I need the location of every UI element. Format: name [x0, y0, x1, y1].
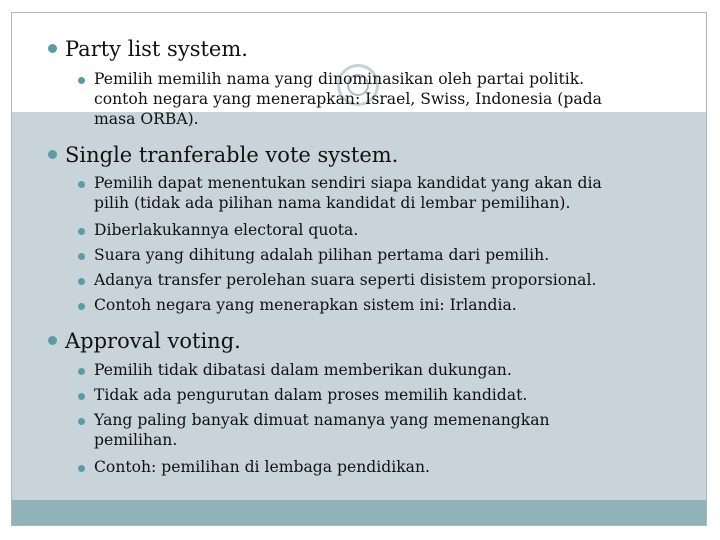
- list-item: Tidak ada pengurutan dalam proses memilih kandidat.: [94, 386, 528, 404]
- list-item: Diberlakukannya electoral quota.: [94, 221, 359, 239]
- section-heading: Party list system.: [65, 37, 248, 61]
- bullet-icon: [78, 77, 85, 84]
- footer-band: [12, 500, 706, 526]
- bullet-icon: [78, 228, 85, 235]
- list-item: Yang paling banyak dimuat namanya yang memenangkan pemilihan.: [94, 411, 550, 449]
- bullet-icon: [78, 393, 85, 400]
- bullet-icon: [48, 336, 57, 345]
- list-item: Contoh: pemilihan di lembaga pendidikan.: [94, 458, 430, 476]
- bullet-icon: [78, 368, 85, 375]
- list-item: Pemilih dapat menentukan sendiri siapa kandidat yang akan dia pilih (tidak ada pilihan nama kandidat di lembar pemilihan).: [94, 174, 602, 212]
- bullet-icon: [78, 303, 85, 310]
- bullet-icon: [78, 278, 85, 285]
- list-item: Adanya transfer perolehan suara seperti disistem proporsional.: [94, 271, 597, 289]
- list-item: Pemilih memilih nama yang dinominasikan oleh partai politik. contoh negara yang menerapkan: Israel, Swiss, Indonesia (pada masa ORBA).: [94, 70, 602, 128]
- list-item: Pemilih tidak dibatasi dalam memberikan dukungan.: [94, 361, 512, 379]
- bullet-icon: [48, 44, 57, 53]
- list-item: Suara yang dihitung adalah pilihan pertama dari pemilih.: [94, 246, 550, 264]
- section-heading: Approval voting.: [65, 329, 241, 353]
- list-item: Contoh negara yang menerapkan sistem ini: Irlandia.: [94, 296, 517, 314]
- bullet-icon: [78, 418, 85, 425]
- bullet-icon: [78, 181, 85, 188]
- bullet-icon: [48, 150, 57, 159]
- section-heading: Single tranferable vote system.: [65, 143, 399, 167]
- bullet-icon: [78, 253, 85, 260]
- bullet-icon: [78, 465, 85, 472]
